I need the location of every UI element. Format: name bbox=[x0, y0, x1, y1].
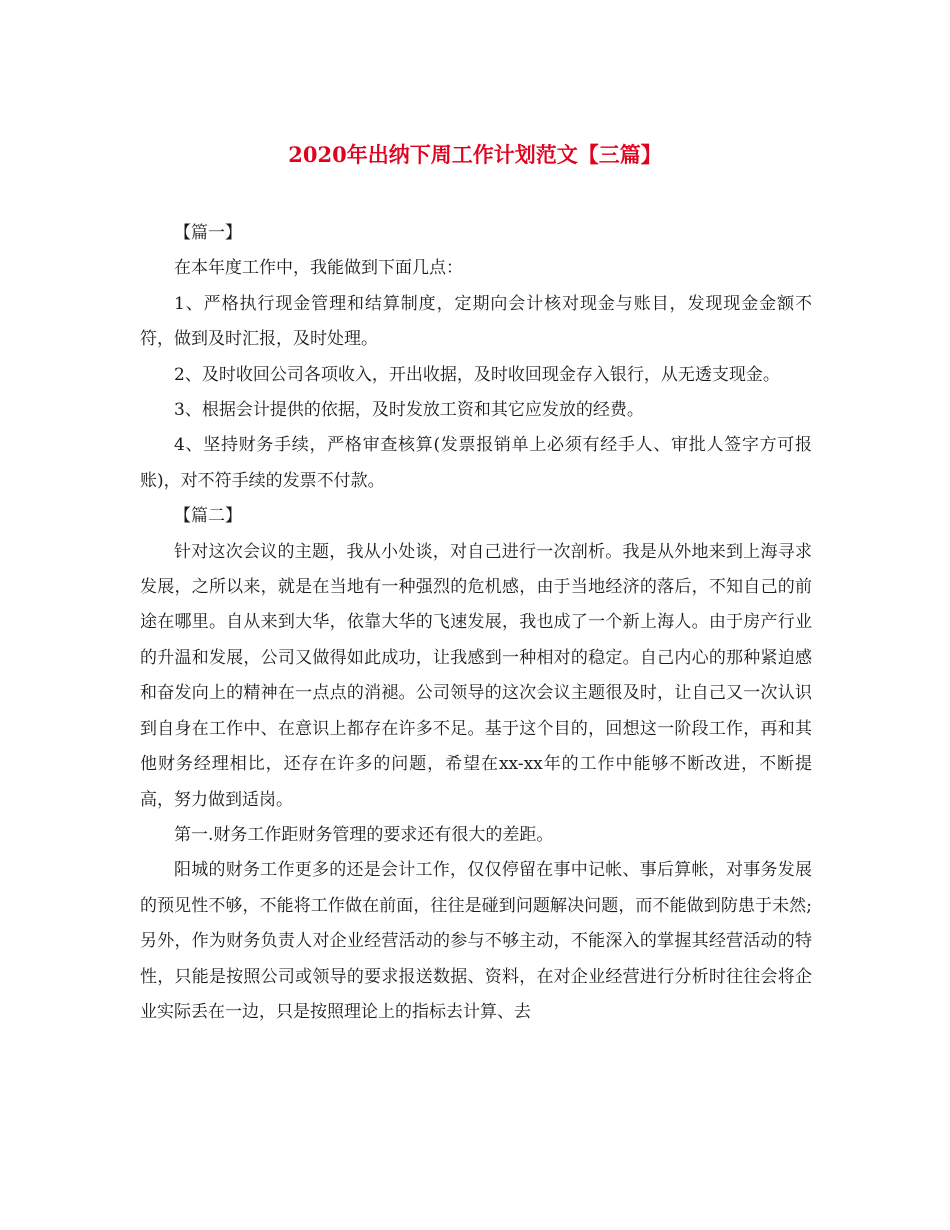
document-body bbox=[140, 216, 812, 1030]
paragraph: 针对这次会议的主题，我从小处谈，对自己进行一次剖析。我是从外地来到上海寻求发展，之所以来，就是在当地有一种强烈的危机感，由于当地经济的落后，不知自己的前途在哪里。自从来到大华，依靠大华的飞速发展，我也成了一个新上海人。由于房产行业的升温和发展，公司又做得如此成功，让我感到一种相对的稳定。自己内心的那种紧迫感和奋发向上的精神在一点点的消褪。公司领导的这次会议主题很及时，让自己又一次认识到自身在工作中、在意识上都存在许多不足。基于这个目的，回想这一阶段工作，再和其他财务经理相比，还存在许多的问题，希望在xx-xx年的工作中能够不断改进，不断提高，努力做到适岗。 bbox=[140, 541, 812, 810]
document-title: 2020年出纳下周工作计划范文【三篇】 bbox=[288, 142, 662, 167]
paragraph: 第一.财务工作距财务管理的要求还有很大的差距。 bbox=[174, 824, 554, 845]
paragraph: 2、及时收回公司各项收入，开出收据，及时收回现金存入银行，从无透支现金。 bbox=[174, 364, 780, 385]
paragraph: 4、坚持财务手续，严格审查核算(发票报销单上必须有经手人、审批人签字方可报账)，对不符手续的发票不付款。 bbox=[140, 435, 812, 491]
section-heading-2: 【篇二】 bbox=[174, 506, 242, 527]
paragraph: 在本年度工作中，我能做到下面几点： bbox=[174, 258, 463, 279]
paragraph: 阳城的财务工作更多的还是会计工作，仅仅停留在事中记帐、事后算帐，对事务发展的预见性不够，不能将工作做在前面，往往是碰到问题解决问题，而不能做到防患于未然;另外，作为财务负责人对企业经营活动的参与不够主动，不能深入的掌握其经营活动的特性，只能是按照公司或领导的要求报送数据、资料，在对企业经营进行分析时往往会将企业实际丢在一边，只是按照理论上的指标去计算、去 bbox=[140, 860, 812, 1022]
paragraph: 3、根据会计提供的依据，及时发放工资和其它应发放的经费。 bbox=[174, 400, 644, 421]
paragraph: 1、严格执行现金管理和结算制度，定期向会计核对现金与账目，发现现金金额不符，做到及时汇报，及时处理。 bbox=[140, 293, 812, 350]
section-heading-1: 【篇一】 bbox=[174, 223, 242, 243]
